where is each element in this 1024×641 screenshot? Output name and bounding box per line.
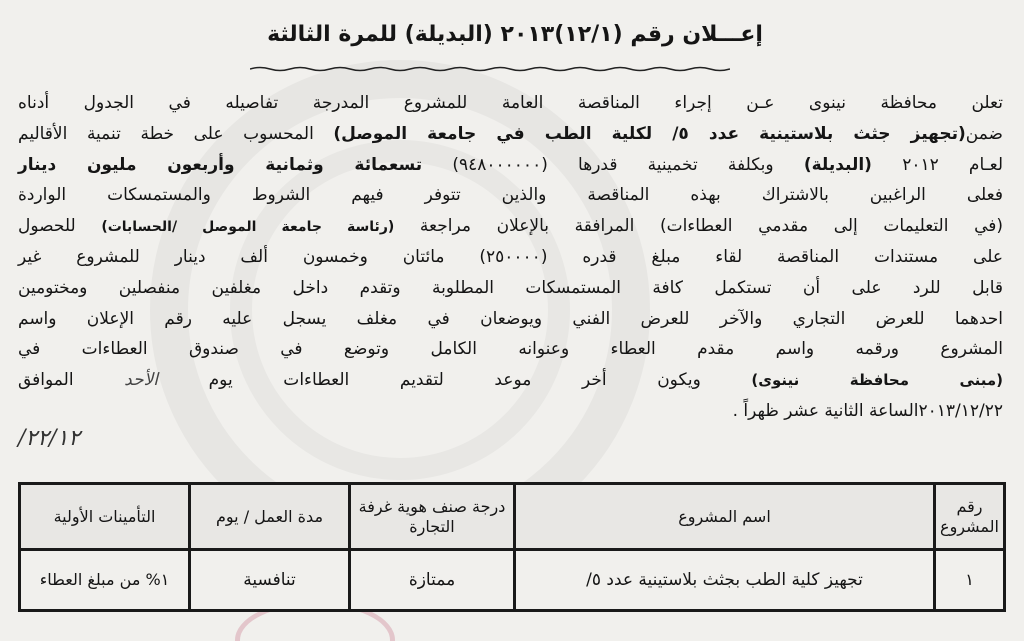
body-line-4-text: فعلى الراغبين بالاشتراك بهذه المناقصة والذين تتوفر فيهم الشروط والمستمسكات الواردة xyxy=(18,185,1003,206)
body-line-10-text-b: الموافق xyxy=(18,370,125,391)
cell-work-duration: تنافسية xyxy=(190,550,350,611)
handwritten-day: الأحد xyxy=(124,370,159,391)
body-line-4 xyxy=(18,180,1003,211)
cell-chamber-grade: ممتازة xyxy=(350,550,515,611)
cost-words-highlight: تسعمائة وثمانية وأربعون مليون دينار xyxy=(18,154,423,175)
table-row xyxy=(20,550,1005,611)
body-line-8 xyxy=(18,304,1003,335)
body-line-10-text-a: ويكون أخر موعد لتقديم العطاءات يوم xyxy=(158,370,752,391)
announcement-body xyxy=(18,88,1003,458)
project-name-highlight: (تجهيز جثث بلاستينية عدد ٥/ لكلية الطب في جامعة الموصل) xyxy=(333,123,966,144)
body-line-3-text-a: لعـام ٢٠١٢ xyxy=(871,154,1004,175)
body-line-5-text-a: (في التعليمات إلى مقدمي العطاءات) المرافقة بالإعلان مراجعة xyxy=(394,216,1004,237)
title-underline-ornament xyxy=(250,66,730,72)
header-chamber-grade: درجة صنف هوية غرفة التجارة xyxy=(350,484,515,550)
header-initial-deposit: التأمينات الأولية xyxy=(20,484,190,550)
body-line-5-text-b: للحصول xyxy=(18,216,102,237)
header-project-name: اسم المشروع xyxy=(515,484,935,550)
handwritten-date: ٢٢/١٢/ xyxy=(18,426,81,451)
project-table xyxy=(18,482,1006,612)
body-line-2-text-b: المحسوب على خطة تنمية الأقاليم xyxy=(18,123,334,144)
announcement-title: إعـــلان رقم (١٢/١)٢٠١٣ (البديلة) للمرة الثالثة xyxy=(267,22,763,47)
body-line-2-text-a: ضمن xyxy=(965,123,1003,144)
body-line-1 xyxy=(18,88,1003,119)
body-line-5 xyxy=(18,211,1003,242)
cell-initial-deposit: ١% من مبلغ العطاء xyxy=(20,550,190,611)
body-line-7 xyxy=(18,273,1003,304)
body-line-11-text: ٢٠١٣/١٢/٢٢الساعة الثانية عشر ظهراً . xyxy=(732,400,1003,421)
table-header-row xyxy=(20,484,1005,550)
body-line-3-text-b: وبكلفة تخمينية قدرها (٩٤٨٠٠٠٠٠٠) xyxy=(422,154,804,175)
body-line-8-text: احدهما للعرض التجاري والآخر للعرض الفني ويوضعان في مغلف يسجل عليه رقم الإعلان واسم xyxy=(18,308,1003,329)
body-line-11 xyxy=(18,396,1003,427)
body-line-9 xyxy=(18,334,1003,365)
cell-project-number: ١ xyxy=(935,550,1005,611)
header-work-duration: مدة العمل / يوم xyxy=(190,484,350,550)
body-line-10 xyxy=(18,365,1003,396)
cell-project-name: تجهيز كلية الطب بجثث بلاستينية عدد ٥/ xyxy=(515,550,935,611)
ninawa-building-highlight: (مبنى محافظة نينوى) xyxy=(751,371,1004,390)
header-project-number: رقم المشروع xyxy=(935,484,1005,550)
body-line-6-text: على مستندات المناقصة لقاء مبلغ قدره (٢٥٠٠٠٠) مائتان وخمسون ألف دينار للمشروع غير xyxy=(18,246,1003,267)
body-line-7-text: قابل للرد على أن تستكمل كافة المستمسكات المطلوبة وتقدم داخل مغلفين منفصلين ومختومين xyxy=(18,277,1003,298)
university-accounts-highlight: (رئاسة جامعة الموصل /الحسابات) xyxy=(101,219,395,236)
body-line-2 xyxy=(18,119,1003,150)
alternative-highlight: (البديلة) xyxy=(803,154,872,175)
body-line-3 xyxy=(18,150,1003,181)
body-line-9-text: المشروع ورقمه واسم مقدم العطاء وعنوانه الكامل وتوضع في صندوق العطاءات في xyxy=(18,339,1003,360)
body-line-6 xyxy=(18,242,1003,273)
body-line-1-text: تعلن محافظة نينوى عـن إجراء المناقصة العامة للمشروع المدرجة تفاصيله في الجدول أدناه xyxy=(18,93,1003,113)
